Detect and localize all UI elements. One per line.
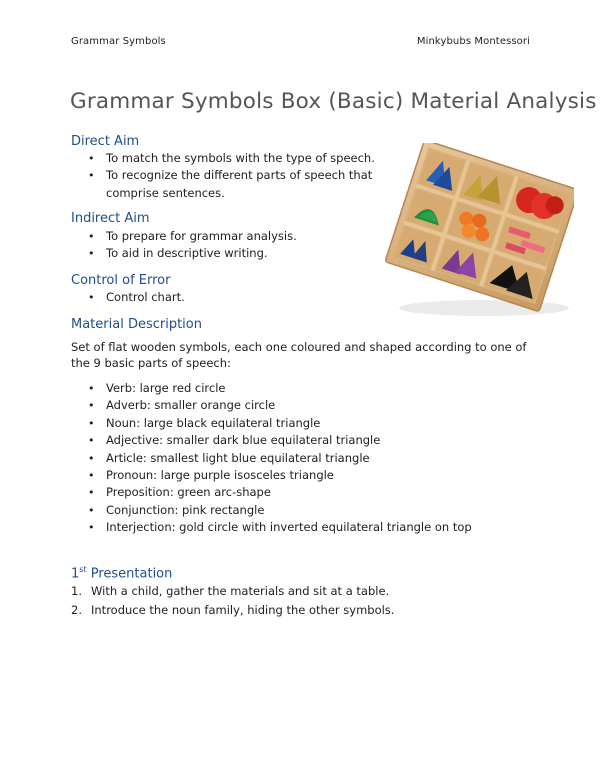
control-of-error-list bbox=[71, 289, 185, 306]
list-item: • Control chart. bbox=[71, 289, 185, 306]
header-right: Minkybubs Montessori bbox=[416, 36, 530, 47]
list-item: • To match the symbols with the type of speech. bbox=[71, 150, 375, 167]
indirect-aim-list bbox=[71, 228, 297, 263]
presentation-heading bbox=[71, 565, 172, 581]
header-left: Grammar Symbols bbox=[71, 36, 166, 47]
list-item: • To recognize the different parts of speech that bbox=[71, 167, 375, 184]
presentation-steps bbox=[71, 582, 394, 620]
list-item-continuation: comprise sentences. bbox=[106, 185, 225, 200]
presentation-heading-label: Presentation bbox=[86, 566, 173, 582]
list-item: • Adjective: smaller dark blue equilateral triangle bbox=[71, 432, 472, 449]
presentation-heading-number: 1 bbox=[71, 566, 80, 582]
list-item: • Noun: large black equilateral triangle bbox=[71, 415, 472, 432]
parts-of-speech-list bbox=[71, 380, 472, 537]
direct-aim-list bbox=[71, 150, 375, 202]
page-title: Grammar Symbols Box (Basic) Material Analysis bbox=[70, 89, 597, 114]
list-item: • To aid in descriptive writing. bbox=[71, 245, 297, 262]
list-item: • Preposition: green arc-shape bbox=[71, 484, 472, 501]
direct-aim-heading: Direct Aim bbox=[71, 134, 140, 149]
step-text: Introduce the noun family, hiding the other symbols. bbox=[91, 603, 395, 617]
presentation-step bbox=[71, 582, 394, 601]
presentation-heading-suffix: st bbox=[79, 565, 87, 574]
material-description-text: Set of flat wooden symbols, each one coloured and shaped according to one of the 9 basic parts of speech: bbox=[71, 340, 527, 370]
material-description-heading: Material Description bbox=[71, 317, 202, 332]
control-of-error-heading: Control of Error bbox=[71, 273, 171, 288]
list-item: • Interjection: gold circle with inverted equilateral triangle on top bbox=[71, 519, 472, 536]
list-item: • Pronoun: large purple isosceles triangle bbox=[71, 467, 472, 484]
list-item: • Adverb: smaller orange circle bbox=[71, 397, 472, 414]
presentation-step bbox=[71, 601, 394, 620]
step-text: With a child, gather the materials and sit at a table. bbox=[91, 584, 390, 598]
list-item: • Article: smallest light blue equilateral triangle bbox=[71, 450, 472, 467]
grammar-symbols-box-photo bbox=[384, 143, 574, 319]
indirect-aim-heading: Indirect Aim bbox=[71, 211, 150, 226]
list-item: • To prepare for grammar analysis. bbox=[71, 228, 297, 245]
step-number: 1. bbox=[71, 584, 82, 598]
list-item: • Conjunction: pink rectangle bbox=[71, 502, 472, 519]
list-item: • Verb: large red circle bbox=[71, 380, 472, 397]
step-number: 2. bbox=[71, 603, 82, 617]
